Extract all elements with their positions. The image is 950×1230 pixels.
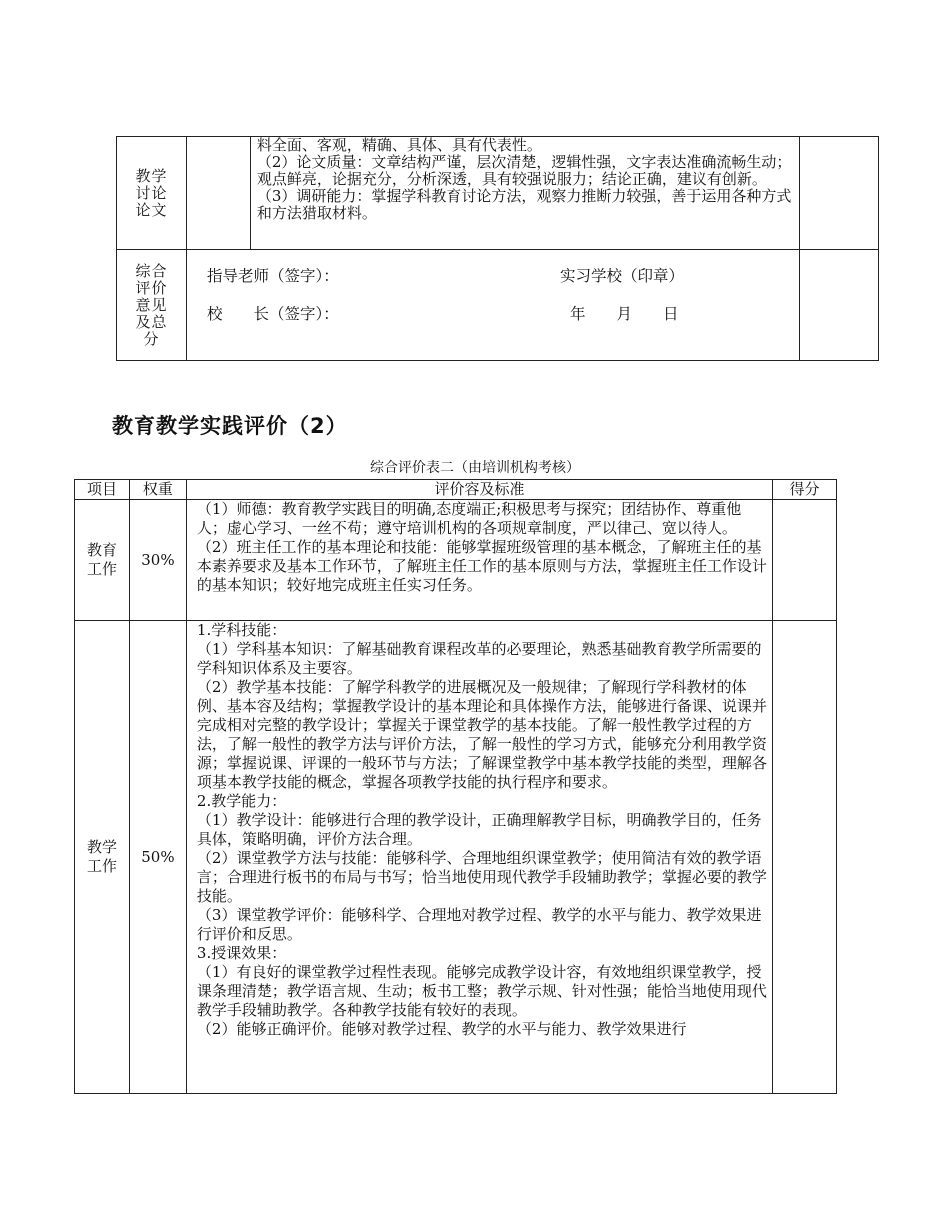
item-cell: 教育工作 <box>75 500 130 621</box>
criteria-cell <box>186 621 772 1094</box>
criteria-line: 1.学科技能： <box>196 621 287 639</box>
row-label-overall-evaluation: 综合评价意见及总分 <box>117 250 187 361</box>
header-score: 得分 <box>773 480 837 500</box>
criteria-line: （1）学科基本知识：了解基础教育课程改革的必要理论，熟悉基础教育教学所需要的学科知识体系及主要容。 <box>196 640 762 677</box>
score-cell <box>773 621 837 1094</box>
evaluation-table-2 <box>74 479 837 1094</box>
section-heading: 教育教学实践评价（2） <box>112 414 348 438</box>
criteria-line: （2）课堂教学方法与技能：能够科学、合理地组织课堂教学；使用简洁有效的教学语言；合理进行板书的布局与书写；恰当地使用现代教学手段辅助教学；掌握必要的教学技能。 <box>196 849 767 905</box>
weight-cell <box>186 137 250 250</box>
table-header-row <box>75 480 837 500</box>
table-row <box>117 137 879 250</box>
table-row <box>75 621 837 1094</box>
score-cell <box>800 250 879 361</box>
principal-signature-label: 校 长（签字）： <box>206 305 339 323</box>
table-row <box>75 500 837 621</box>
header-weight: 权重 <box>129 480 186 500</box>
item-cell: 教学工作 <box>75 621 130 1094</box>
criteria-line: （2）教学基本技能：了解学科教学的进展概况及一般规律；了解现行学科教材的体例、基本容及结构；掌握教学设计的基本理论和具体操作方法，能够进行备课、说课并完成相对完整的教学设计；掌握关于课堂教学的基本技能。了解一般性教学过程的方法，了解一般性的教学方法与评价方法，了解一般性的学习方式，能够充分利用教学资源；掌握说课、评课的一般环节与方法；了解课堂教学中基本教学技能的类型，理解各项基本教学技能的概念，掌握各项教学技能的执行程序和要求。 <box>196 678 767 791</box>
advisor-signature-label: 指导老师（签字）： <box>206 267 339 285</box>
criteria-line: 3.授课效果： <box>196 944 287 962</box>
score-cell <box>800 137 879 250</box>
weight-cell: 50% <box>129 621 186 1094</box>
signature-area <box>186 250 799 361</box>
criteria-line: （1）师德：教育教学实践目的明确,态度端正;积极思考与探究；团结协作、尊重他人；虚心学习、一丝不苟；遵守培训机构的各项规章制度，严以律己、宽以待人。 <box>196 500 742 537</box>
criteria-line: （3）课堂教学评价：能够科学、合理地对教学过程、教学的水平与能力、教学效果进行评价和反思。 <box>196 906 762 943</box>
table-row <box>117 250 879 361</box>
criteria-line: （1）有良好的课堂教学过程性表现。能够完成教学设计容，有效地组织课堂教学，授课条理清楚；教学语言规、生动；板书工整；教学示规、针对性强；能恰当地使用现代教学手段辅助教学。各种教学技能有较好的表现。 <box>196 963 767 1019</box>
header-item: 项目 <box>75 480 130 500</box>
date-label: 年 月 日 <box>569 305 679 323</box>
evaluation-table-1 <box>116 136 879 361</box>
row-label-research-paper: 教学讨论论文 <box>117 137 187 250</box>
criteria-line: （2）论文质量：文章结构严谨，层次清楚，逻辑性强，文字表达准确流畅生动；观点鲜亮，论据充分，分析深透，具有较强说服力；结论正确，建议有创新。 <box>256 153 792 188</box>
score-cell <box>773 500 837 621</box>
criteria-line: 料全面、客观，精确、具体、具有代表性。 <box>256 136 542 154</box>
school-seal-label: 实习学校（印章） <box>559 267 684 285</box>
table-caption: 综合评价表二（由培训机构考核） <box>370 460 580 476</box>
criteria-line: （1）教学设计：能够进行合理的教学设计，正确理解教学目标，明确教学目的，任务具体，策略明确，评价方法合理。 <box>196 811 762 848</box>
weight-cell: 30% <box>129 500 186 621</box>
criteria-cell <box>250 137 799 250</box>
criteria-line: （2）能够正确评价。能够对教学过程、教学的水平与能力、教学效果进行 <box>196 1020 687 1038</box>
criteria-line: （2）班主任工作的基本理论和技能：能够掌握班级管理的基本概念，了解班主任的基本素养要求及基本工作环节，了解班主任工作的基本原则与方法，掌握班主任工作设计的基本知识；较好地完成班主任实习任务。 <box>196 538 767 594</box>
criteria-line: 2.教学能力： <box>196 792 287 810</box>
criteria-line: （3）调研能力：掌握学科教育讨论方法，观察力推断力较强，善于运用各种方式和方法猎取材料。 <box>256 187 792 222</box>
header-criteria: 评价容及标准 <box>186 480 772 500</box>
criteria-cell <box>186 500 772 621</box>
